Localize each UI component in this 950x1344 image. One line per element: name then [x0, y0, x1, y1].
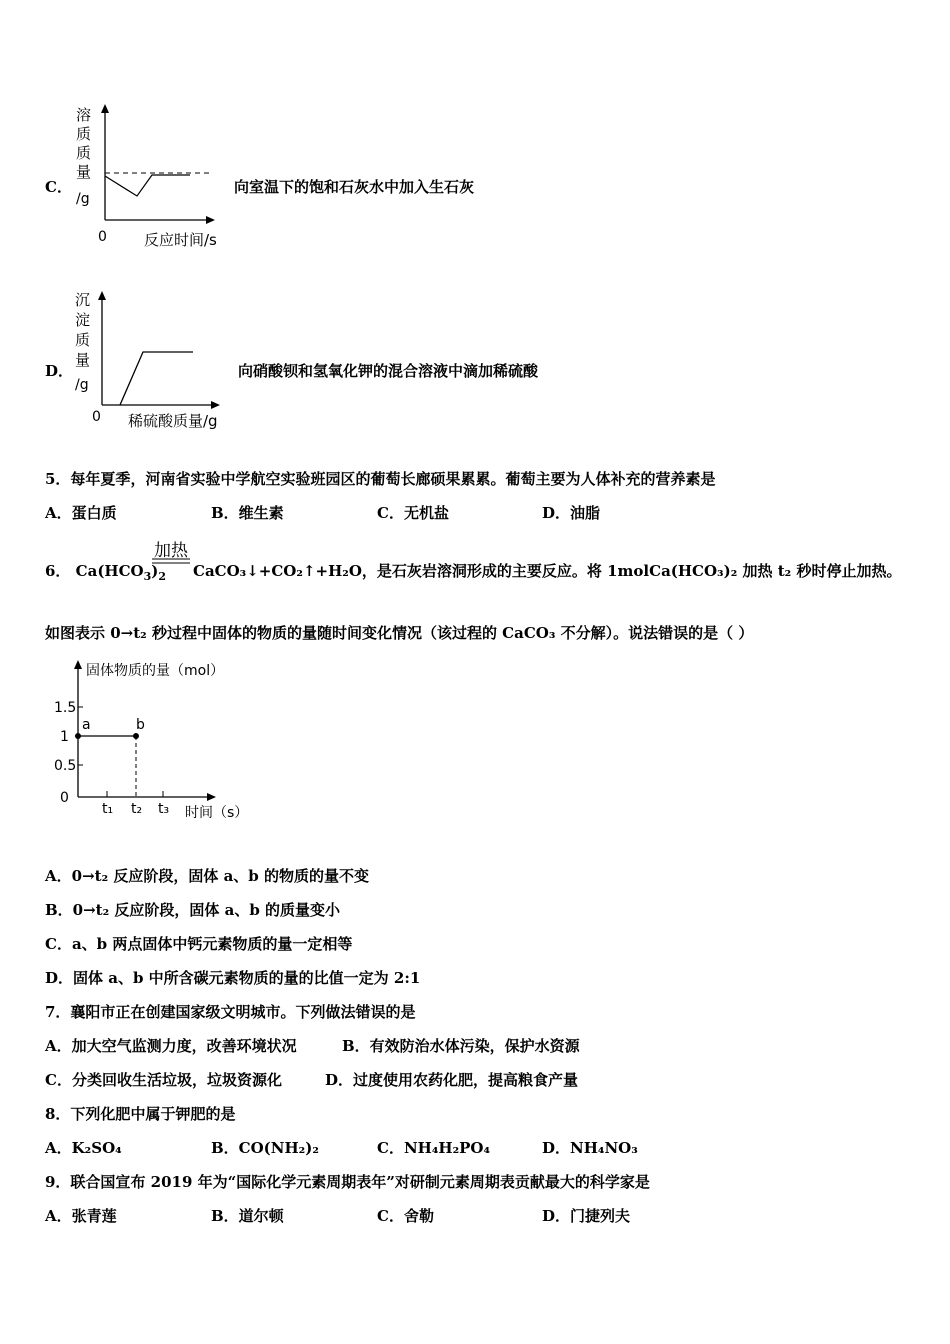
- graph-c-origin: 0: [98, 229, 107, 245]
- q7-option-c: C．分类回收生活垃圾，垃圾资源化: [45, 1071, 282, 1089]
- graph6-point-a: [75, 733, 81, 739]
- q6-equals-sign: [152, 557, 192, 565]
- q6-products: CaCO₃↓+CO₂↑+H₂O，是石灰岩溶洞形成的主要反应。将 1molCa(HCO₃)₂ 加热 t₂ 秒时停止加热。: [193, 562, 902, 580]
- graph-d-origin: 0: [92, 409, 101, 425]
- q7-option-b: B．有效防治水体污染，保护水资源: [342, 1037, 580, 1055]
- q6-number: 6．: [45, 562, 71, 580]
- graph6-ytick-0: 0: [60, 790, 69, 806]
- q5-option-c: C．无机盐: [377, 504, 449, 522]
- q4-option-d-text: 向硝酸钡和氢氧化钾的混合溶液中滴加稀硫酸: [238, 362, 539, 380]
- q8-option-d: D．NH₄NO₃: [542, 1139, 638, 1157]
- q6-option-a: A．0→t₂ 反应阶段，固体 a、b 的物质的量不变: [45, 867, 370, 885]
- graph-d-ylabel-3: 质: [75, 331, 91, 349]
- q4-option-d-letter: D．: [45, 362, 74, 380]
- graph6-ytick-15: 1.5: [54, 700, 77, 716]
- graph-c-ylabel-5: /g: [76, 191, 90, 207]
- q4-option-c-letter: C．: [45, 178, 72, 196]
- graph6-ylabel: 固体物质的量（mol）: [86, 663, 225, 679]
- q6-graph: [50, 655, 255, 825]
- q6-option-b: B．0→t₂ 反应阶段，固体 a、b 的质量变小: [45, 901, 341, 919]
- graph-d-ylabel-4: 量: [75, 351, 91, 369]
- q6-line2: 如图表示 0→t₂ 秒过程中固体的物质的量随时间变化情况（该过程的 CaCO₃ 不分解）。说法错误的是（ ）: [45, 624, 754, 642]
- graph-d-ylabel-1: 沉: [75, 291, 91, 309]
- graph-c-xlabel: 反应时间/s: [144, 231, 217, 249]
- q8-option-c: C．NH₄H₂PO₄: [377, 1139, 491, 1157]
- graph-d-ylabel-5: /g: [75, 377, 89, 393]
- q5-option-d: D．油脂: [542, 504, 601, 522]
- graph-c-ylabel-3: 质: [76, 144, 92, 162]
- graph6-xlabel: 时间（s）: [185, 805, 249, 821]
- q6-reactant: $Ca(HCO_3)_2$: [75, 562, 167, 583]
- q9-stem: 9．联合国宣布 2019 年为“国际化学元素周期表年”对研制元素周期表贡献最大的科学家是: [45, 1173, 650, 1191]
- q4-option-c-text: 向室温下的饱和石灰水中加入生石灰: [234, 178, 475, 196]
- q9-option-d: D．门捷列夫: [542, 1207, 631, 1225]
- q6-option-d: D．固体 a、b 中所含碳元素物质的量的比值一定为 2:1: [45, 969, 421, 987]
- q4-option-d-graph: [70, 285, 240, 435]
- graph-d-ylabel-2: 淀: [75, 311, 91, 329]
- graph-c-ylabel-2: 质: [76, 125, 92, 143]
- graph6-label-b: b: [136, 717, 145, 733]
- q8-stem: 8．下列化肥中属于钾肥的是: [45, 1105, 236, 1123]
- q6-reaction-condition: 加热: [154, 541, 188, 561]
- graph6-ytick-1: 1: [60, 729, 69, 745]
- q8-option-b: B．CO(NH₂)₂: [211, 1139, 319, 1157]
- q8-option-a: A．K₂SO₄: [45, 1139, 122, 1157]
- graph6-label-a: a: [82, 717, 91, 733]
- q9-option-a: A．张青莲: [45, 1207, 117, 1225]
- q7-stem: 7．襄阳市正在创建国家级文明城市。下列做法错误的是: [45, 1003, 416, 1021]
- q5-option-b: B．维生素: [211, 504, 284, 522]
- q6-equation-line: [45, 562, 166, 586]
- graph6-xtick-t1: t₁: [102, 801, 114, 817]
- graph6-ytick-05: 0.5: [54, 758, 77, 774]
- graph6-xtick-t3: t₃: [158, 801, 170, 817]
- q6-option-c: C．a、b 两点固体中钙元素物质的量一定相等: [45, 935, 353, 953]
- graph-d-xlabel: 稀硫酸质量/g: [128, 412, 218, 430]
- graph-c-ylabel-4: 量: [76, 163, 92, 181]
- q5-option-a: A．蛋白质: [45, 504, 117, 522]
- q7-option-a: A．加大空气监测力度，改善环境状况: [45, 1037, 297, 1055]
- q9-option-c: C．舍勒: [377, 1207, 434, 1225]
- graph-c-ylabel-1: 溶: [76, 106, 92, 124]
- graph6-xtick-t2: t₂: [131, 801, 143, 817]
- q5-stem: 5．每年夏季，河南省实验中学航空实验班园区的葡萄长廊硕果累累。葡萄主要为人体补充的营养素是: [45, 470, 716, 488]
- graph6-point-b: [133, 733, 139, 739]
- q9-option-b: B．道尔顿: [211, 1207, 284, 1225]
- q4-option-c-graph: [70, 100, 230, 250]
- q7-option-d: D．过度使用农药化肥，提高粮食产量: [325, 1071, 579, 1089]
